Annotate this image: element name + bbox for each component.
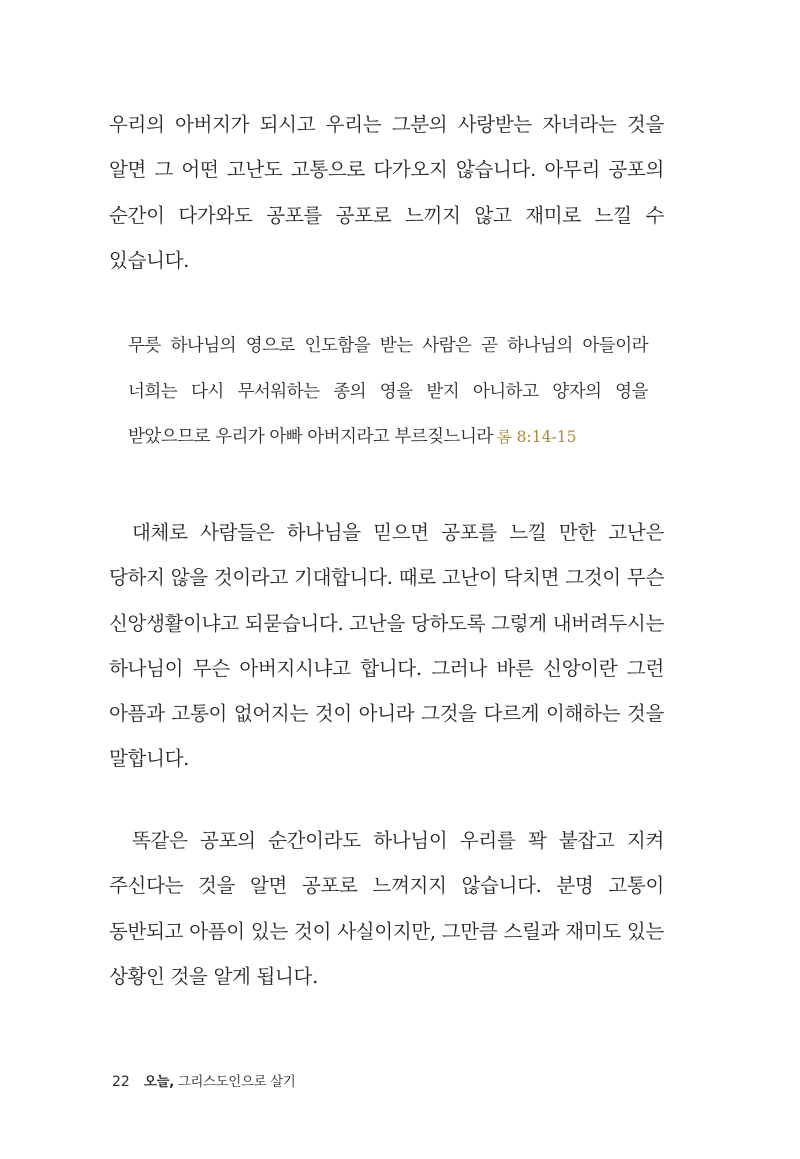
page-number: 22 (112, 1074, 130, 1090)
scripture-quote (128, 324, 648, 461)
book-title-bold: 오늘, (143, 1074, 174, 1090)
book-title (144, 1070, 296, 1090)
book-title-rest: 그리스도인으로 살기 (173, 1074, 296, 1090)
scripture-quote-text: 무릇 하나님의 영으로 인도함을 받는 사람은 곧 하나님의 아들이라 너희는 다시 무서워하는 종의 영을 받지 아니하고 양자의 영을 받았으므로 우리가 아빠 아버지라고 부르짖느니라 (128, 336, 648, 447)
body-paragraph-3: 똑같은 공포의 순간이라도 하나님이 우리를 꽉 붙잡고 지켜 주신다는 것을 알면 공포로 느껴지지 않습니다. 분명 고통이 동반되고 아픔이 있는 것이 사실이지만, 그만큼 스릴과 재미도 있는 상황인 것을 알게 됩니다. (109, 829, 664, 988)
page-footer (112, 1070, 295, 1090)
scripture-reference: 롬 8:14-15 (496, 428, 577, 446)
body-paragraph-2: 대체로 사람들은 하나님을 믿으면 공포를 느낄 만한 고난은 당하지 않을 것이라고 기대합니다. 때로 고난이 닥치면 그것이 무슨 신앙생활이냐고 되묻습니다. 고난을 당하도록 그렇게 내버려두시는 하나님이 무슨 아버지시냐고 합니다. 그러나 바른 신앙이란 그런 아픔과 고통이 없어지는 것이 아니라 그것을 다르게 이해하는 것을 말합니다. (109, 521, 664, 771)
body-paragraph-1: 우리의 아버지가 되시고 우리는 그분의 사랑받는 자녀라는 것을 알면 그 어떤 고난도 고통으로 다가오지 않습니다. 아무리 공포의 순간이 다가와도 공포를 공포로 느끼지 않고 재미로 느낄 수 있습니다. (109, 113, 664, 272)
